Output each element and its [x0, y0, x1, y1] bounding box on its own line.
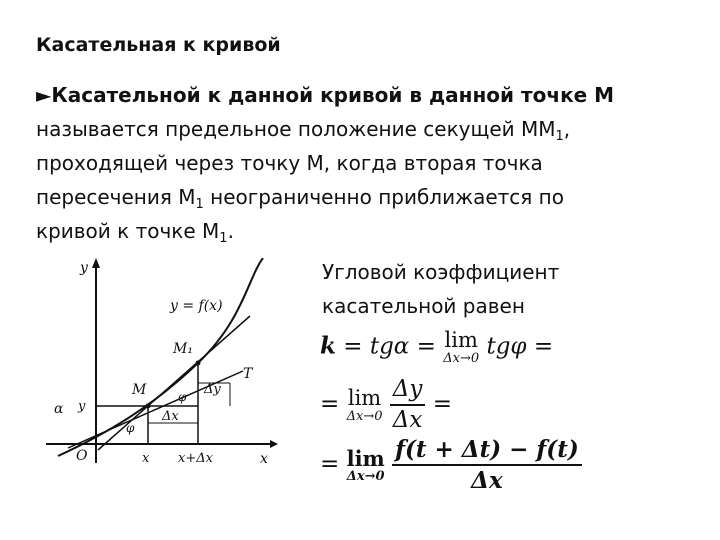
- phi-bottom-label: φ: [126, 421, 135, 435]
- definition-line-3: проходящей через точку М, когда вторая точка: [36, 151, 543, 175]
- definition-line-1: [36, 78, 696, 112]
- m-label: M: [132, 382, 147, 398]
- point-m: [146, 404, 151, 409]
- subscript: 1: [555, 129, 564, 144]
- definition-text: ,: [563, 117, 571, 141]
- definition-text: пересечения М: [36, 185, 196, 209]
- lim-subscript: Δx→0: [346, 468, 385, 484]
- x-axis-label: x: [260, 451, 268, 467]
- fraction-numerator: Δy: [390, 378, 426, 406]
- limit-operator: [346, 385, 383, 424]
- formula-line-1: [320, 330, 553, 365]
- limit-operator: [443, 330, 479, 365]
- limit-operator: [346, 445, 385, 484]
- curve-label: y = f(x): [170, 298, 223, 314]
- definition-line-2: [36, 112, 696, 146]
- tangent-label: T: [243, 366, 253, 382]
- formula-line-3: [320, 438, 582, 492]
- x-axis-arrow: [270, 440, 278, 448]
- equals-sign: =: [343, 333, 363, 360]
- tg-phi: tgφ: [486, 333, 527, 360]
- formula-line-2: [320, 378, 452, 432]
- equals-sign: =: [320, 391, 340, 417]
- fraction-denominator: Δx: [471, 467, 503, 494]
- m1-label: M₁: [173, 341, 193, 357]
- y-axis-arrow: [92, 258, 100, 268]
- y-tick-label: y: [78, 399, 86, 414]
- slide-title: Касательная к кривой: [36, 34, 281, 56]
- lim-text: lim: [346, 445, 385, 471]
- tangent-graph: [38, 258, 278, 473]
- definition-term: Касательной к данной кривой в данной точке М: [51, 83, 615, 107]
- k-symbol: k: [320, 332, 336, 360]
- lim-subscript: Δx→0: [346, 408, 383, 424]
- definition-line-5: [36, 214, 696, 248]
- origin-label: O: [76, 448, 88, 464]
- slope-caption: [322, 255, 559, 323]
- y-axis-label: y: [80, 260, 88, 276]
- definition-text: .: [227, 219, 234, 243]
- dy-over-dx-fraction: [390, 378, 426, 432]
- delta-y-label: Δy: [204, 382, 221, 397]
- definition-paragraph: [36, 78, 696, 248]
- equals-sign: =: [320, 451, 340, 477]
- equals-sign: =: [533, 333, 554, 360]
- curve: [58, 258, 263, 456]
- definition-text: называется предельное положение секущей ММ: [36, 117, 556, 141]
- phi-top-label: φ: [178, 390, 187, 404]
- x-plus-dx-label: x+Δx: [178, 451, 213, 466]
- alpha-label: α: [54, 401, 64, 417]
- point-m1: [196, 361, 201, 366]
- subscript: 1: [219, 231, 228, 246]
- difference-quotient-fraction: [392, 438, 582, 492]
- equals-sign: =: [416, 333, 436, 360]
- slope-caption-line-2: касательной равен: [322, 294, 525, 318]
- delta-x-label: Δx: [162, 409, 179, 424]
- lim-text: lim: [347, 385, 382, 410]
- lim-subscript: Δx→0: [443, 351, 480, 366]
- slope-caption-line-1: Угловой коэффициент: [322, 260, 560, 284]
- x-tick-label: x: [142, 451, 150, 466]
- triangle-bullet-icon: ►: [36, 83, 52, 107]
- definition-text: неограниченно приближается по: [203, 185, 564, 209]
- lim-text: lim: [444, 328, 478, 352]
- fraction-denominator: Δx: [392, 407, 423, 433]
- definition-line-4: [36, 180, 696, 214]
- equals-sign: =: [432, 391, 452, 417]
- definition-text: кривой к точке М: [36, 219, 220, 243]
- tg-alpha: tgα: [369, 333, 410, 360]
- subscript: 1: [195, 197, 204, 212]
- fraction-numerator: f(t + Δt) − f(t): [392, 438, 582, 466]
